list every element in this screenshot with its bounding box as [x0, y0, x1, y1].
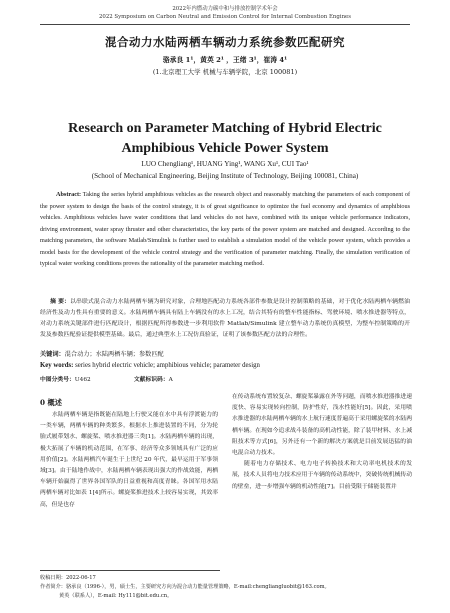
footnote-author-2: 黄英（联系人），E-mail: Hy111@bit.edu.cn。: [59, 592, 173, 599]
english-abstract-label: Abstract:: [56, 191, 82, 198]
body-right-paragraph-2: 随着电力存储技术、电力电子转换技术和大功率电机技术的发展，技术人员将电力技术应用于车辆的传动系统中，突破传统机械传动的壁垒，进一步增强车辆的机动性能[7]。目前受限于储能装置并: [232, 461, 412, 490]
english-title: [0, 119, 450, 159]
english-keywords-label: Key words:: [40, 362, 74, 369]
header-line-cn: 2022年内燃动力碳中和与排放控制学术年会: [172, 6, 278, 12]
chinese-keywords-label: 关键词：: [40, 351, 65, 358]
english-authors: LUO Chengliang¹, HUANG Ying¹, WANG Xu¹, CUI Tao¹: [141, 160, 309, 168]
footnote-received: 收稿日期：2022-06-17: [40, 575, 96, 581]
english-affiliation: (School of Mechanical Engineering, Beijing Institute of Technology, Beijing 100081, China): [91, 172, 359, 180]
english-title-line-1: Research on Parameter Matching of Hybrid Electric: [68, 121, 382, 136]
body-right-column: [232, 392, 412, 493]
english-title-line-2: Amphibious Vehicle Power System: [121, 141, 329, 156]
classification-line: [40, 374, 410, 383]
chinese-abstract-label: 摘 要：: [50, 298, 71, 305]
chinese-title: 混合动力水陆两栖车辆动力系统参数匹配研究: [105, 35, 345, 49]
chinese-abstract: [40, 296, 410, 341]
body-right-paragraph-1: 在传动系统布置较复杂、螺旋桨暴露在外等问题，而喷水推进器推进速度快、容易实现转向控制，防护性好，浅水性能好[5]。因此，采用喷水推进器的水陆两栖车辆的水上航行速度普遍高于采用螺旋桨的水陆两栖车辆。在现如今追求战斗装备的高机动性能，除了装甲材料、水上减阻技术等方式[6]，另外还有一个新的解决方案就是目前发展迅猛的油电混合动力技术。: [232, 394, 412, 457]
header-line-en: 2022 Symposium on Carbon Neutral and Emission Control for Internal Combustion Engines: [98, 13, 352, 20]
header-rule: [40, 24, 410, 25]
clc-code: 中图分类号：U462: [40, 377, 91, 383]
footnote: [40, 574, 415, 600]
english-keywords: [40, 362, 410, 369]
chinese-abstract-text: 以串联式混合动力水陆两栖车辆为研究对象，合理地匹配动力系统各部件参数是设计控制策略的基础，对于优化水陆两栖车辆燃油经济性及动力性具有重要的意义。水陆两栖车辆具有陆上车辆没有的水上工况，结合其特有的整车性能指标、驾驶环境、喷水推进器等特点，对动力系统关键部件进行匹配设计，根据匹配所得参数进一步利用软件 Matlab/Simulink 建立整车动力系统仿真模型，为整车控制策略的开发及参数匹配验证提供模型基础。最后，通过典型水上工况仿真验证，证明了该参数匹配方法的合理性。: [40, 299, 410, 338]
chinese-keywords: [40, 349, 410, 358]
document-code: 文献标识码：A: [133, 377, 173, 383]
english-abstract: [40, 189, 410, 270]
chinese-keywords-text: 混合动力；水陆两栖车辆；参数匹配: [64, 351, 164, 358]
english-keywords-text: series hybrid electric vehicle; amphibious vehicle; parameter design: [75, 362, 260, 369]
section-heading: 0 概述: [40, 398, 62, 407]
footnote-rule: [40, 570, 220, 571]
chinese-authors: 骆承良 1¹，黄英 2¹ ，王绪 3¹，崔涛 4¹: [162, 56, 288, 64]
footnote-author-1: 作者简介：骆承良（1996-），男，硕士生，主要研究方向为混合动力能量管理策略，E-mail:chengliangluobit@163.com。: [40, 583, 330, 590]
body-left-column: 水陆两栖车辆是指既能在陆地上行驶又能在水中具有浮渡能力的一类车辆，两栖车辆的种类繁多，根据水上推进装置的不同，分为轮胎式履带划水、螺旋桨、喷水推进器三类[1]。水陆两栖车辆的出现，极大拓展了车辆的机动范围，在军事、经济等众多领域具有广泛的应用价值[2]。水陆两栖汽车诞生于上世纪 20 年代，最早运用于军事领域[3]。由于陆地作战中，水陆两栖车辆表现出强大的作战效能，两栖车辆开始赢得了世界各国军队的日益重视和高度青睐。各国军用水陆两栖车辆对比如表 1[4]所示。螺旋桨推进技术上较容易实现，其效率高，但是也存: [40, 412, 218, 508]
chinese-affiliation: (1.北京理工大学 机械与车辆学院，北京 100081): [152, 68, 298, 76]
english-abstract-text: Taking the series hybrid amphibious vehicles as the research object and reasonably matching the parameters of each component of the power system to design the basis of the control strategy, it is of great significance to optimize the fuel economy and dynamics of amphibious vehicles. Amphibious vehicles have water conditions that land vehicles do not have, combined with its unique vehicle performance indicators, driving environment, water spray thruster and other characteristics, the key parts of the power system are matched and designed. According to the matching parameters, the software Matlab/Simulink is further used to establish a simulation model of the vehicle power system, which provides a model basis for the development of the vehicle control strategy and the verification of parameter matching. Finally, the simulation verification of typical water working conditions proves the rationality of the parameter matching method.: [40, 191, 411, 267]
running-header: [0, 6, 450, 21]
